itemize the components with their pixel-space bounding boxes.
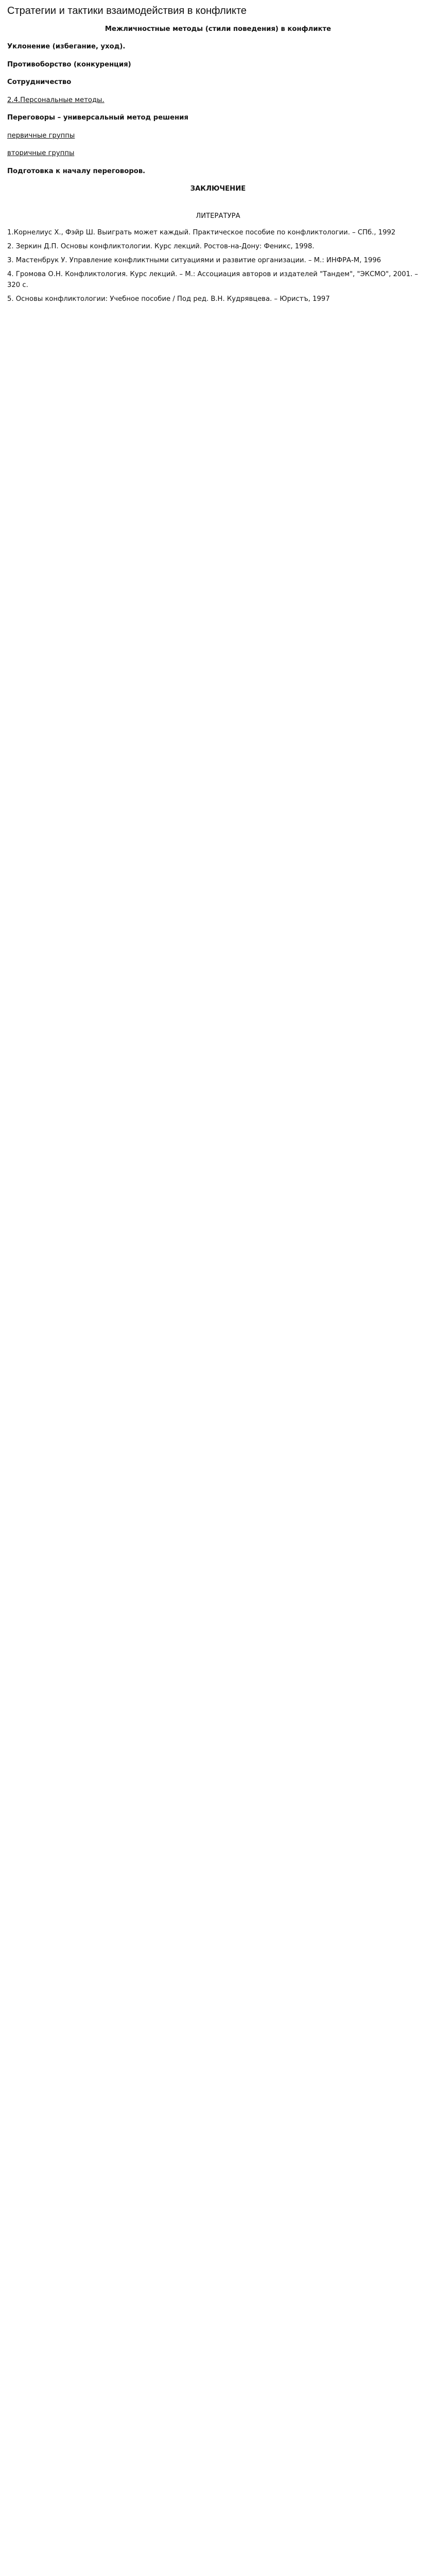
reference-item: 5. Основы конфликтологии: Учебное пособие / Под ред. В.Н. Кудрявцева. – Юристъ, 1997	[7, 295, 330, 303]
section-heading: Сотрудничество	[7, 78, 72, 87]
reference-item: 2. Зеркин Д.П. Основы конфликтологии. Курс лекций. Ростов-на-Дону: Феникс, 1998.	[7, 242, 315, 250]
section-heading: Межличностные методы (стили поведения) в конфликте	[104, 25, 332, 33]
reference-item: 1.Корнелиус Х., Фэйр Ш. Выиграть может каждый. Практическое пособие по конфликтологии. – СПб., 1992	[7, 228, 396, 236]
section-heading: Подготовка к началу переговоров.	[7, 167, 146, 175]
section-heading: 2.4.Персональные методы.	[7, 96, 104, 104]
section-heading: вторичные группы	[7, 149, 75, 158]
section-heading: Противоборство (конкуренция)	[7, 60, 131, 69]
references-title: ЛИТЕРАТУРА	[196, 212, 240, 220]
reference-item: 4. Громова О.Н. Конфликтология. Курс лекций. – М.: Ассоциация авторов и издателей "Тандем", "ЭКСМО", 2001. – 320 с.	[7, 270, 418, 290]
section-heading: первичные группы	[7, 131, 75, 140]
section-heading: Уклонение (избегание, уход).	[7, 43, 126, 51]
document-page	[0, 0, 436, 323]
page-title: Стратегии и тактики взаимодействия в конфликте	[7, 5, 247, 16]
reference-item: 3. Мастенбрук У. Управление конфликтными ситуациями и развитие организации. – М.: ИНФРА-М, 1996	[7, 256, 381, 264]
section-heading: ЗАКЛЮЧЕНИЕ	[190, 185, 246, 193]
section-heading: Переговоры – универсальный метод решения	[7, 114, 188, 122]
